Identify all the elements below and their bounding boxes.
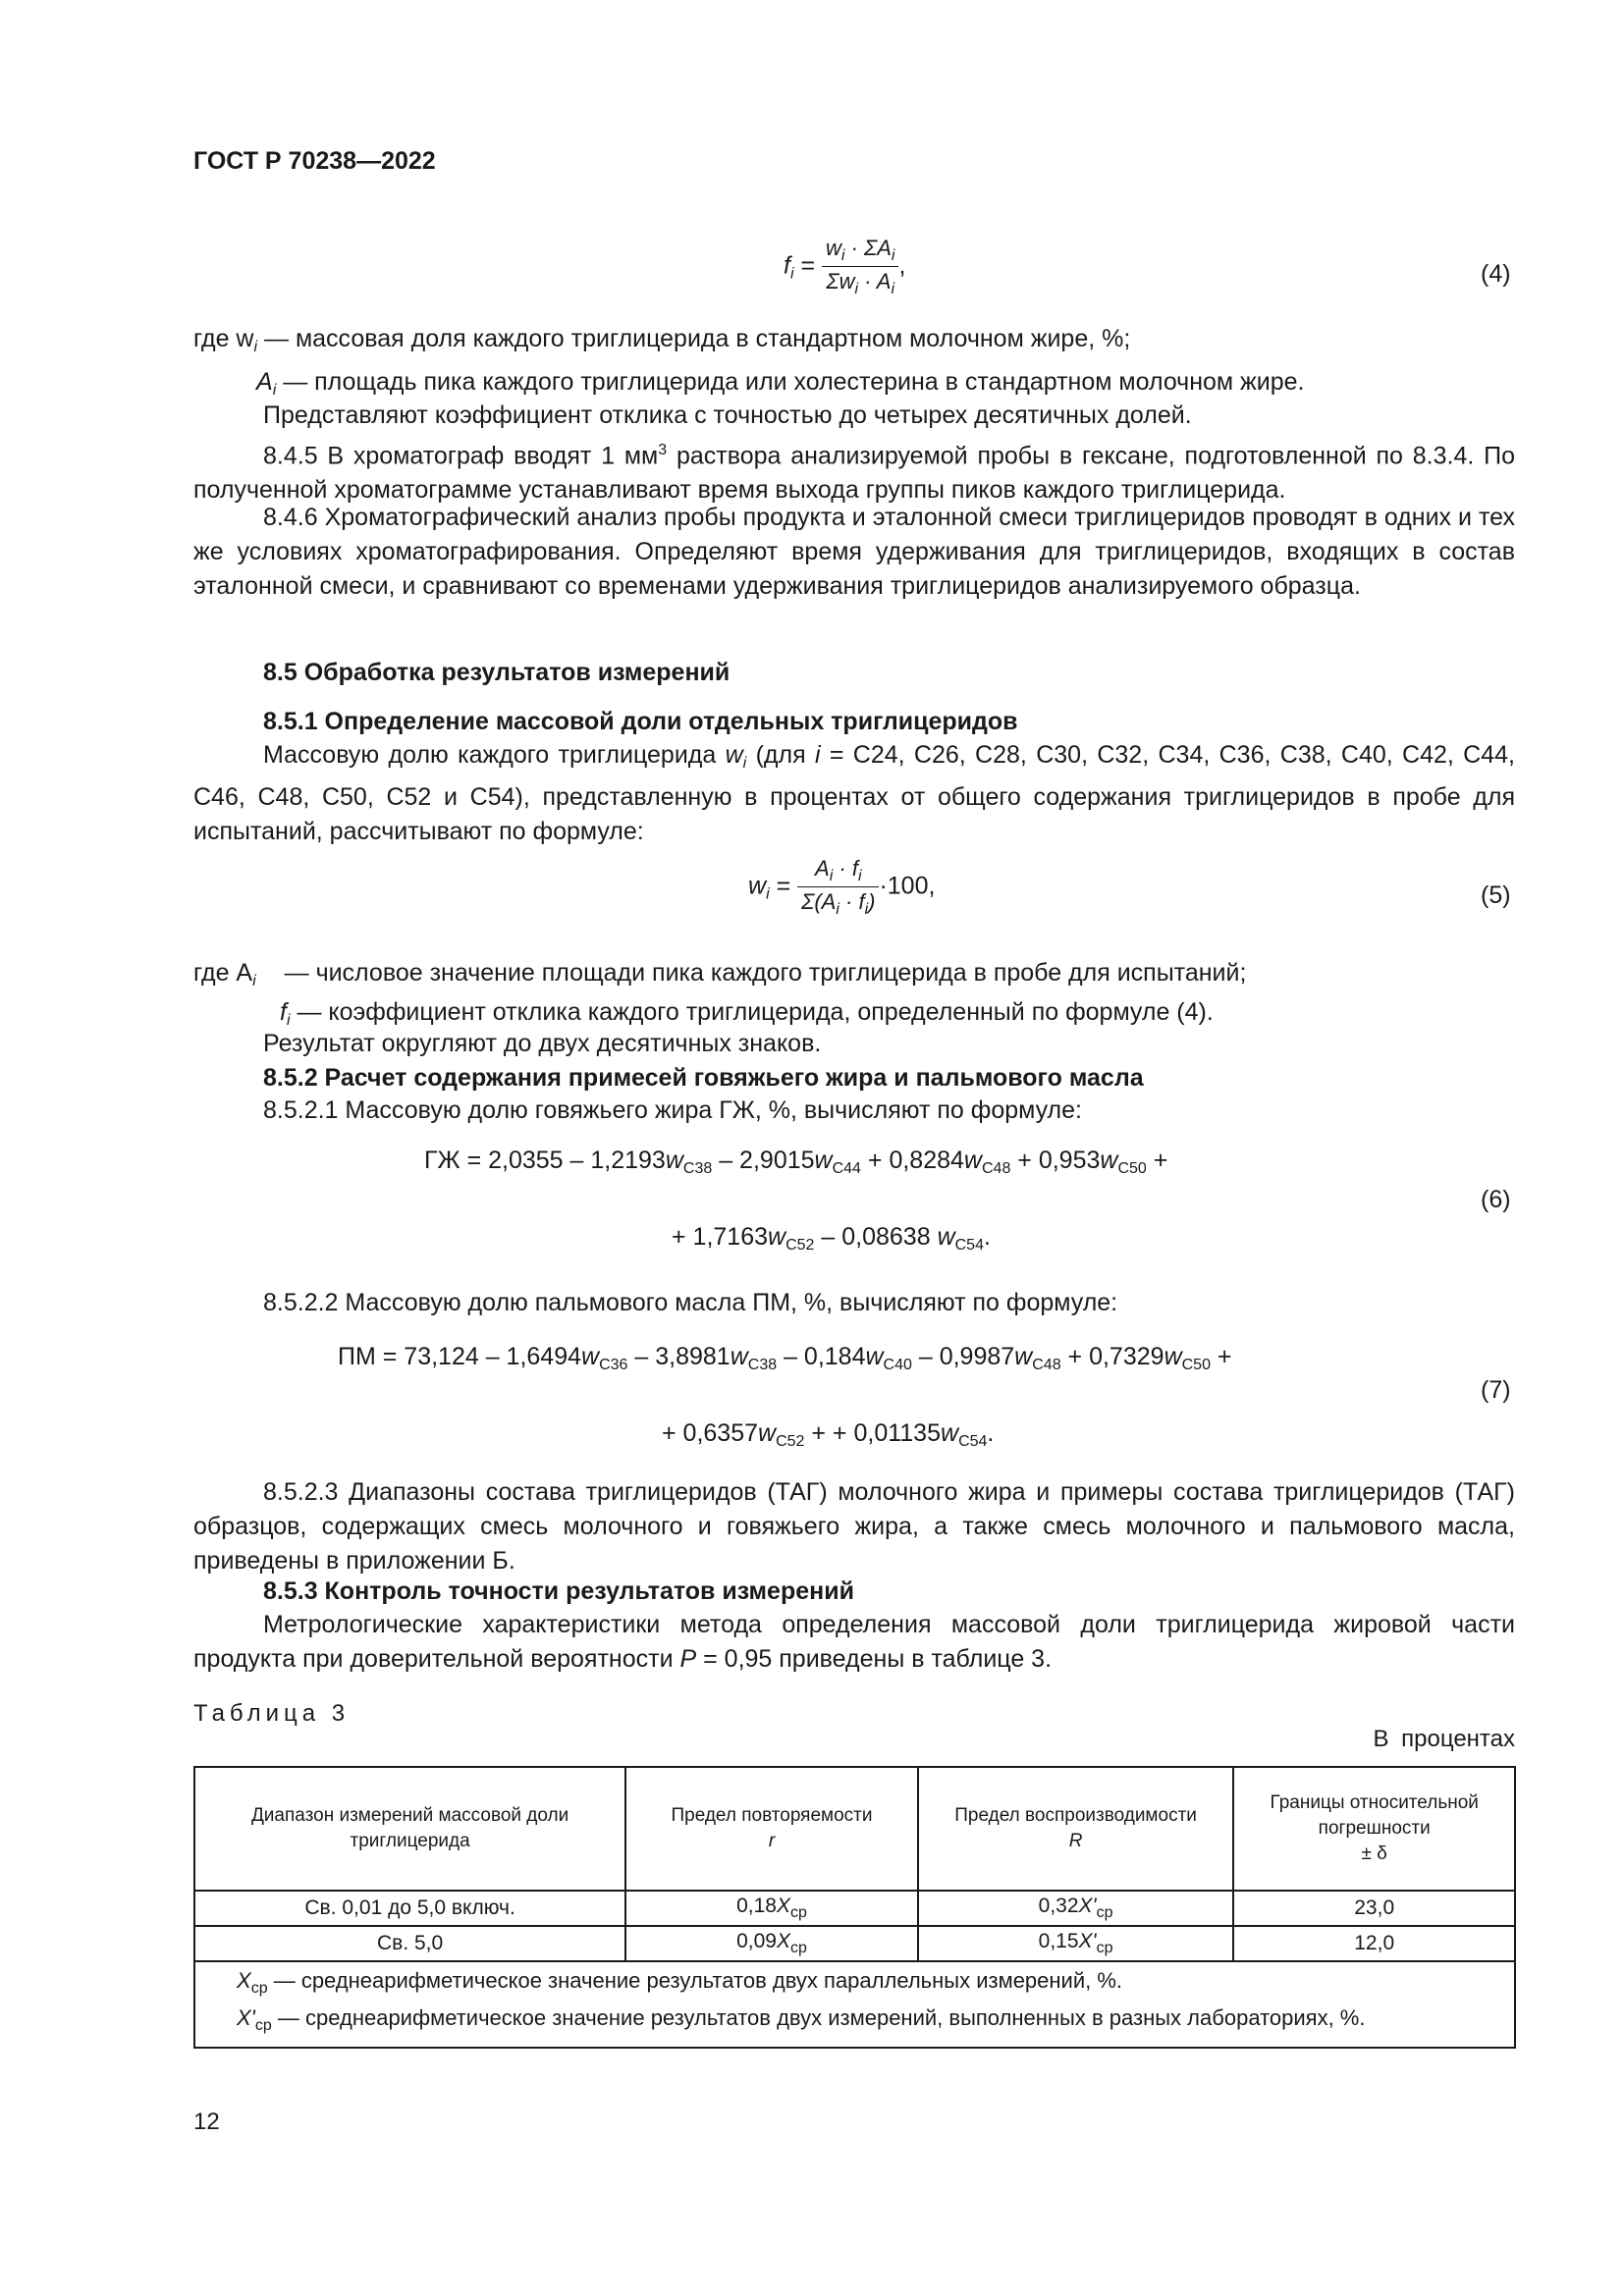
formula-text: – 0,184	[777, 1343, 866, 1370]
formula-variable: w	[937, 1223, 955, 1251]
formula-subscript: C50	[1181, 1357, 1211, 1373]
formula-text: + 0,953	[1010, 1147, 1101, 1174]
formula-text: +	[1210, 1343, 1232, 1370]
formula-7-line2	[662, 1419, 994, 1451]
formula-subscript: C52	[776, 1433, 805, 1450]
formula-variable: w	[665, 1147, 683, 1174]
formula-subscript: C38	[682, 1160, 713, 1177]
header-error-bounds: Границы относительной погрешности ± δ	[1233, 1767, 1515, 1891]
formula-variable: w	[1164, 1343, 1182, 1370]
formula-subscript: C36	[599, 1357, 628, 1373]
formula-variable: w	[768, 1223, 786, 1251]
table-note: $X_{ср}$ — среднеарифметическое значение результатов двух параллельных измерений, %.	[237, 1968, 1123, 1997]
formula-text: +	[1146, 1147, 1168, 1174]
formula-subscript: C54	[958, 1433, 988, 1450]
where-5-line2: $f_i$ — коэффициент отклика каждого триглицерида, определенный по формуле (4).	[280, 998, 1214, 1029]
table-notes-row	[194, 1961, 1515, 2048]
paragraph-rounding: Результат округляют до двух десятичных знаков.	[263, 1030, 822, 1057]
formula-5: $w_i$ = $\frac{A_i \cdot f_i}{\Sigma(A_i \cdot f_i)}$ ·100,	[748, 856, 936, 918]
cell-r: $0,18X_{ср}$	[625, 1891, 918, 1926]
table-row	[194, 1891, 1515, 1926]
paragraph-8-5-3: Метрологические характеристики метода определения массовой доли триглицерида жировой части продукта при доверительной вероятности P = 0,95 приведены в таблице 3.	[193, 1611, 1515, 1673]
cell-delta: 12,0	[1233, 1926, 1515, 1961]
formula-text: + + 0,01135	[804, 1419, 941, 1447]
paragraph-8-5-2-1: 8.5.2.1 Массовую долю говяжьего жира ГЖ, %, вычисляют по формуле:	[263, 1096, 1082, 1124]
header-repeatability: Предел повторяемости r	[625, 1767, 918, 1891]
formula-6-line1	[424, 1147, 1167, 1178]
formula-text: .	[987, 1419, 995, 1447]
formula-text: – 2,9015	[712, 1147, 815, 1174]
cell-delta: 23,0	[1233, 1891, 1515, 1926]
formula-variable: w	[581, 1343, 600, 1370]
formula-6-number: (6)	[1481, 1186, 1511, 1213]
formula-7-number: (7)	[1481, 1376, 1511, 1404]
formula-text: + 0,6357	[662, 1419, 759, 1447]
header-reproducibility: Предел воспроизводимости R	[918, 1767, 1234, 1891]
formula-4-number: (4)	[1481, 260, 1511, 288]
formula-text: .	[983, 1223, 991, 1251]
cell-R: $0,15X'_{ср}$	[918, 1926, 1234, 1961]
heading-8-5-3: 8.5.3 Контроль точности результатов измерений	[263, 1577, 854, 1605]
cell-range: Св. 5,0	[194, 1926, 625, 1961]
formula-subscript: C50	[1117, 1160, 1147, 1177]
formula-subscript: C48	[981, 1160, 1011, 1177]
formula-text: ГЖ = 2,0355 – 1,2193	[424, 1147, 666, 1174]
formula-variable: w	[1100, 1147, 1118, 1174]
header-range: Диапазон измерений массовой доли триглицерида	[194, 1767, 625, 1891]
paragraph-coefficient: Представляют коэффициент отклика с точностью до четырех десятичных долей.	[263, 401, 1192, 429]
where-5-line1: где $A_i$ — числовое значение площади пика каждого триглицерида в пробе для испытаний;	[193, 959, 1247, 989]
table-units: В процентах	[1373, 1726, 1515, 1752]
page-number: 12	[193, 2109, 220, 2135]
formula-subscript: C48	[1032, 1357, 1061, 1373]
where-4-line2: $A_i$ — площадь пика каждого триглицерида или холестерина в стандартном молочном жире.	[256, 368, 1305, 399]
formula-text: + 0,8284	[860, 1147, 964, 1174]
formula-subscript: C54	[954, 1237, 984, 1254]
formula-variable: w	[730, 1343, 748, 1370]
heading-8-5-2: 8.5.2 Расчет содержания примесей говяжьего жира и пальмового масла	[263, 1064, 1144, 1092]
paragraph-8-5-1: Массовую долю каждого триглицерида $w_i$ (для i = C24, C26, C28, C30, C32, C34, C36, C38, C40, C42, C44, C46, C48, C50, C52 и C54), представленную в процентах от общего содержания триглицеридов в пробе для испытаний, рассчитывают по формуле:	[193, 741, 1515, 845]
formula-5-number: (5)	[1481, 881, 1511, 909]
table-row	[194, 1926, 1515, 1961]
formula-6-line2	[672, 1223, 991, 1255]
formula-text: + 0,7329	[1060, 1343, 1164, 1370]
formula-text: ПМ = 73,124 – 1,6494	[338, 1343, 582, 1370]
cell-R: $0,32X'_{ср}$	[918, 1891, 1234, 1926]
paragraph-8-5-2-3: 8.5.2.3 Диапазоны состава триглицеридов (ТАГ) молочного жира и примеры состава триглицеридов (ТАГ) образцов, содержащих смесь молочного и говяжьего жира, а также смесь молочного и пальмового масла, приведены в приложении Б.	[193, 1478, 1515, 1575]
formula-7-line1	[338, 1343, 1232, 1374]
table-caption: Таблица 3	[193, 1700, 351, 1727]
table-header-row	[194, 1767, 1515, 1891]
paragraph-8-5-2-2: 8.5.2.2 Массовую долю пальмового масла ПМ, %, вычисляют по формуле:	[263, 1289, 1118, 1316]
document-header: ГОСТ Р 70238—2022	[193, 147, 436, 175]
formula-text: + 1,7163	[672, 1223, 769, 1251]
cell-r: $0,09X_{ср}$	[625, 1926, 918, 1961]
heading-8-5: 8.5 Обработка результатов измерений	[263, 659, 731, 686]
formula-variable: w	[865, 1343, 884, 1370]
formula-variable: w	[814, 1147, 833, 1174]
formula-subscript: C52	[785, 1237, 815, 1254]
formula-variable: w	[1014, 1343, 1033, 1370]
paragraph-8-4-6: 8.4.6 Хроматографический анализ пробы продукта и эталонной смеси триглицеридов проводят в одних и тех же условиях хроматографирования. Определяют время удерживания для триглицеридов, входящих в состав эталонной смеси, и сравнивают со временами удерживания триглицеридов анализируемого образца.	[193, 504, 1515, 600]
formula-4: $f_i$ = $\frac{w_i \cdot \Sigma A_i}{\Sigma w_i \cdot A_i}$ ,	[784, 236, 906, 297]
cell-range: Св. 0,01 до 5,0 включ.	[194, 1891, 625, 1926]
formula-subscript: C38	[747, 1357, 778, 1373]
table-3	[193, 1766, 1516, 2049]
formula-text: – 0,9987	[911, 1343, 1015, 1370]
formula-subscript: C40	[883, 1357, 912, 1373]
formula-variable: w	[941, 1419, 959, 1447]
table-notes	[194, 1961, 1515, 2048]
formula-subscript: C44	[832, 1160, 861, 1177]
formula-variable: w	[963, 1147, 982, 1174]
where-4-line1: где $w_i$ — массовая доля каждого триглицерида в стандартном молочном жире, %;	[193, 325, 1131, 355]
formula-variable: w	[758, 1419, 777, 1447]
heading-8-5-1: 8.5.1 Определение массовой доли отдельных триглицеридов	[263, 708, 1018, 735]
table-note: $X'_{ср}$ — среднеарифметическое значение результатов двух измерений, выполненных в разных лабораториях, %.	[237, 2005, 1366, 2034]
formula-text: – 3,8981	[627, 1343, 731, 1370]
paragraph-8-4-5: 8.4.5 В хроматограф вводят 1 $мм^3$ раствора анализируемой пробы в гексане, подготовленной по 8.3.4. По полученной хроматограмме устанавливают время выхода группы пиков каждого триглицерида.	[193, 442, 1516, 505]
formula-text: – 0,08638	[814, 1223, 938, 1251]
